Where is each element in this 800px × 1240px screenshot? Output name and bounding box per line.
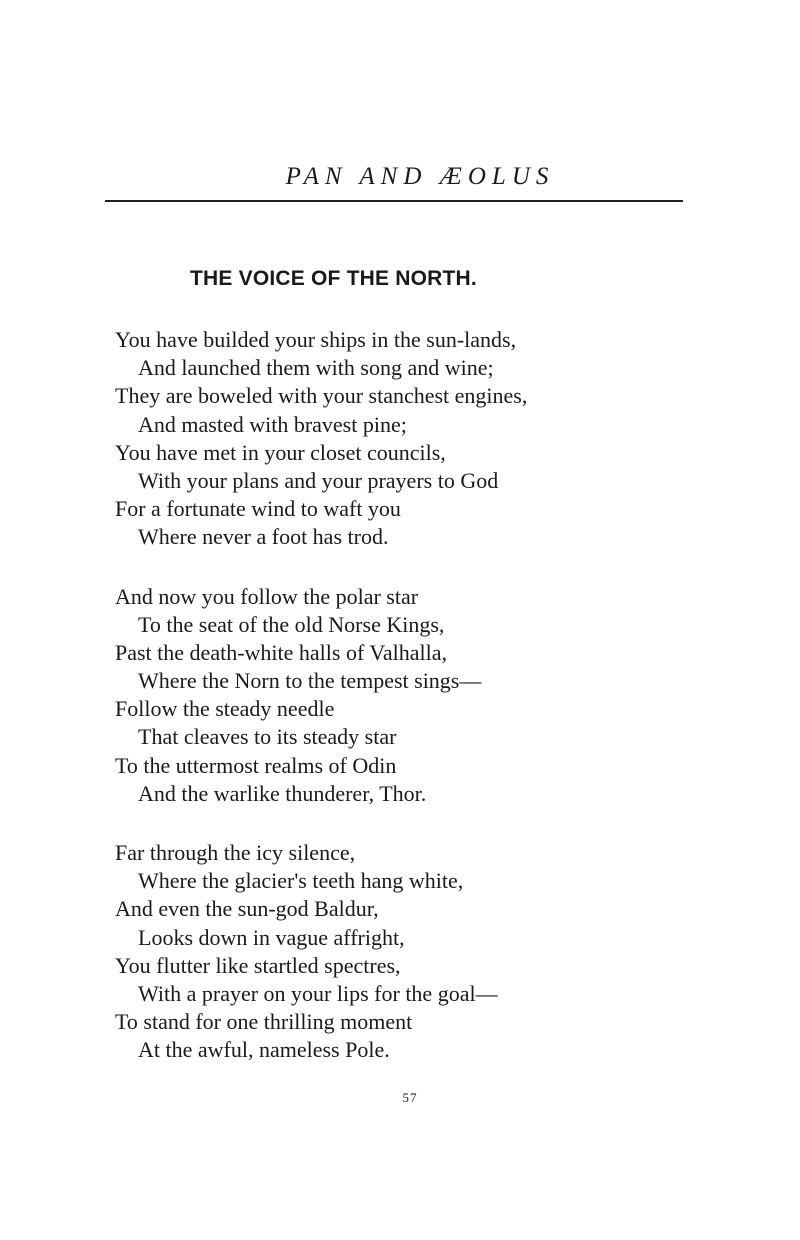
poem-line: Far through the icy silence, [115,840,356,865]
poem-line: To the uttermost realms of Odin [115,752,397,778]
poem-line: That cleaves to its steady star [138,724,397,750]
poem-line: And now you follow the polar star [115,583,419,609]
header-rule [105,200,683,202]
poem-line: And launched them with song and wine; [138,355,494,381]
poem-line: You have builded your ships in the sun-lands, [115,327,517,352]
page-number: 57 [402,1090,418,1105]
poem-line: Where never a foot has trod. [138,524,389,550]
poem-line: To stand for one thrilling moment [115,1009,413,1035]
poem-line: At the awful, nameless Pole. [138,1037,390,1063]
poem-line: Where the Norn to the tempest sings— [138,668,482,694]
poem-title: THE VOICE OF THE NORTH. [190,267,477,290]
poem-line: You have met in your closet councils, [115,439,446,465]
poem-line: Follow the steady needle [115,696,335,722]
poem-body [115,326,735,1096]
stanza-1 [115,326,735,552]
poem-line: You flutter like startled spectres, [115,952,401,978]
poem-line: And even the sun-god Baldur, [115,896,379,922]
stanza-2 [115,583,735,809]
running-head: PAN AND ÆOLUS [285,163,555,190]
poem-line: Past the death-white halls of Valhalla, [115,639,447,665]
poem-line: Looks down in vague affright, [138,924,405,950]
poem-line: For a fortunate wind to waft you [115,496,401,522]
poem-line: With a prayer on your lips for the goal— [138,980,498,1006]
poem-line: Where the glacier's teeth hang white, [138,868,464,894]
poem-line: And masted with bravest pine; [138,411,407,437]
poem-line: To the seat of the old Norse Kings, [138,611,445,637]
poem-line: They are boweled with your stanchest engines, [115,383,528,409]
poem-line: With your plans and your prayers to God [138,467,499,493]
stanza-3 [115,839,735,1065]
poem-line: And the warlike thunderer, Thor. [138,780,427,806]
